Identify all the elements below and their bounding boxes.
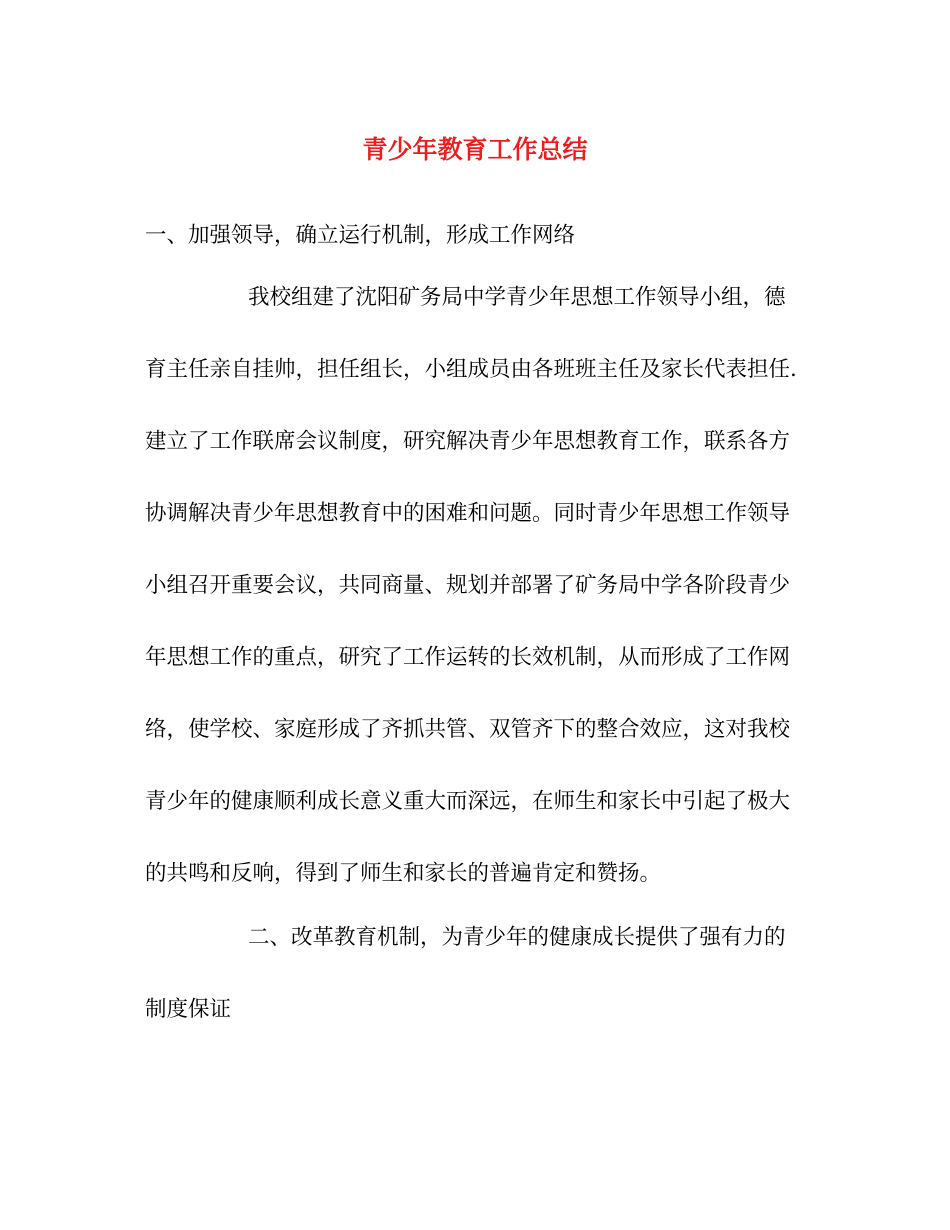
paragraph-1-line-7: 络，使学校、家庭形成了齐抓共管、双管齐下的整合效应，这对我校 [145, 717, 791, 742]
section-1-heading: 一、加强领导，确立运行机制，形成工作网络 [145, 223, 576, 248]
paragraph-1-line-6: 年思想工作的重点，研究了工作运转的长效机制，从而形成了工作网 [145, 645, 791, 670]
section-2-heading-line-1: 二、改革教育机制，为青少年的健康成长提供了强有力的 [248, 925, 786, 950]
paragraph-1-line-1: 我校组建了沈阳矿务局中学青少年思想工作领导小组，德 [248, 285, 786, 310]
paragraph-1-line-3: 建立了工作联席会议制度，研究解决青少年思想教育工作，联系各方 [145, 429, 791, 454]
paragraph-1-line-8: 青少年的健康顺利成长意义重大而深远，在师生和家长中引起了极大 [145, 789, 791, 814]
paragraph-1-line-4: 协调解决青少年思想教育中的困难和问题。同时青少年思想工作领导 [145, 501, 791, 526]
paragraph-1-line-2: 育主任亲自挂帅，担任组长，小组成员由各班班主任及家长代表担任. [145, 357, 797, 382]
section-2-heading-line-2: 制度保证 [145, 997, 232, 1022]
paragraph-1-line-9: 的共鸣和反响，得到了师生和家长的普遍肯定和赞扬。 [145, 861, 662, 886]
paragraph-1-line-5: 小组召开重要会议，共同商量、规划并部署了矿务局中学各阶段青少 [145, 573, 791, 598]
document-title: 青少年教育工作总结 [362, 135, 588, 164]
